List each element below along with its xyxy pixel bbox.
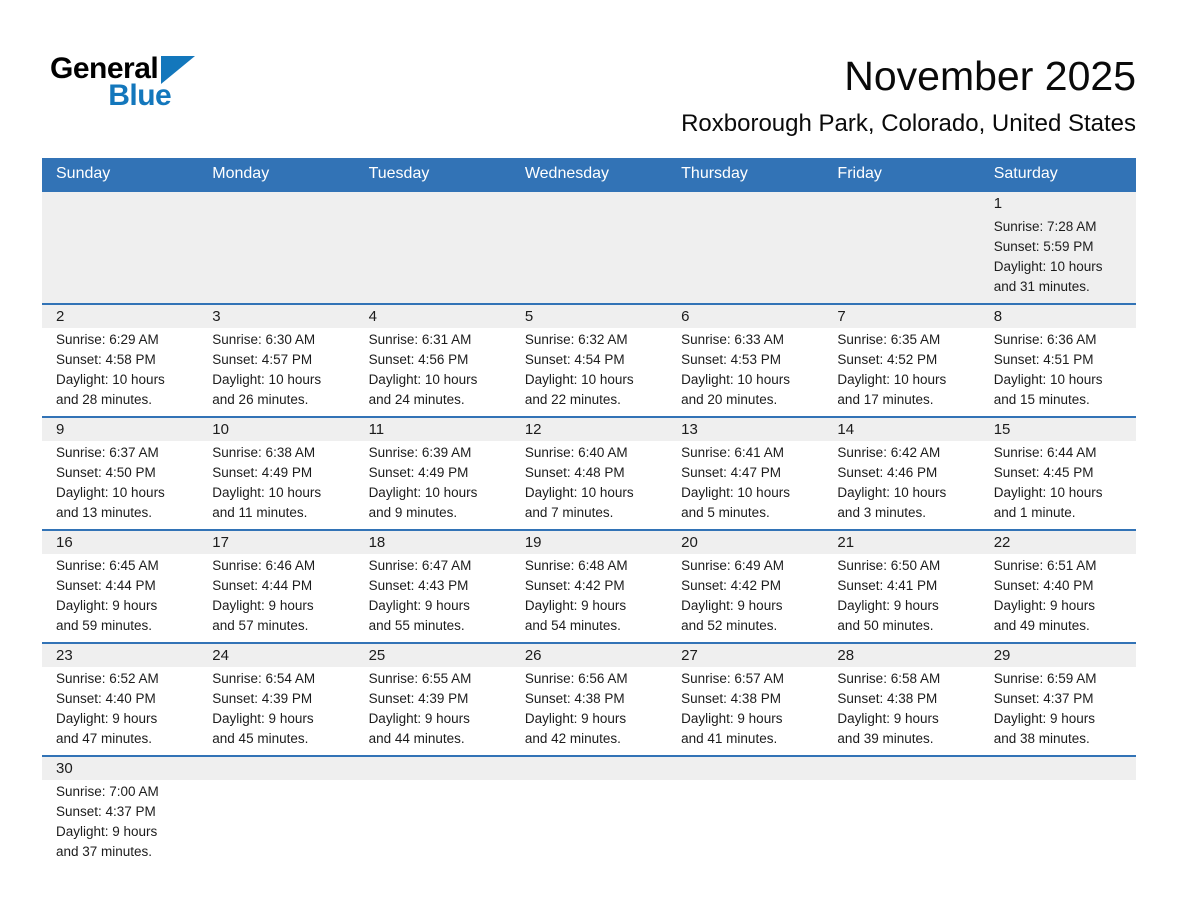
- page-header: [0, 0, 1188, 138]
- day-cell-19: [511, 531, 667, 642]
- day-number: 3: [198, 305, 354, 328]
- daylight-text-line1: Daylight: 9 hours: [993, 711, 1096, 726]
- day-details: [198, 667, 354, 755]
- day-number: 20: [667, 531, 823, 554]
- sunrise-text: Sunrise: 6:51 AM: [993, 558, 1097, 573]
- sunset-text: Sunset: 4:42 PM: [524, 578, 625, 593]
- day-number: [42, 192, 198, 215]
- day-details: [667, 667, 823, 755]
- sunset-text: Sunset: 4:42 PM: [681, 578, 781, 593]
- daylight-text-line1: Daylight: 9 hours: [524, 598, 627, 613]
- day-number: 12: [511, 418, 667, 441]
- sunset-text: Sunset: 4:46 PM: [837, 465, 938, 480]
- daylight-text-line1: Daylight: 9 hours: [368, 598, 470, 613]
- day-details: [511, 667, 667, 755]
- sunrise-text: Sunrise: 6:39 AM: [368, 445, 472, 460]
- daylight-text-line2: and 44 minutes.: [368, 731, 465, 746]
- day-number: 14: [823, 418, 979, 441]
- day-details: [355, 554, 511, 642]
- daylight-text-line1: Daylight: 9 hours: [56, 824, 158, 839]
- location-subtitle: Roxborough Park, Colorado, United States: [681, 110, 1136, 137]
- sunset-text: Sunset: 4:52 PM: [837, 352, 938, 367]
- day-cell-2: [42, 305, 198, 416]
- month-title: November 2025: [844, 53, 1136, 99]
- sunrise-text: Sunrise: 6:50 AM: [837, 558, 941, 573]
- sunrise-text: Sunrise: 6:52 AM: [56, 671, 159, 686]
- day-cell-12: [511, 418, 667, 529]
- day-details: [823, 554, 979, 642]
- day-cell-9: [42, 418, 198, 529]
- daylight-text-line2: and 22 minutes.: [524, 392, 621, 407]
- sunrise-text: Sunrise: 6:47 AM: [368, 558, 472, 573]
- week-row-1: [42, 190, 1136, 303]
- sunrise-text: Sunrise: 6:48 AM: [524, 558, 628, 573]
- day-cell-20: [667, 531, 823, 642]
- day-details: [511, 554, 667, 642]
- day-cell-15: [980, 418, 1136, 529]
- daylight-text-line1: Daylight: 10 hours: [837, 485, 947, 500]
- day-cell-13: [667, 418, 823, 529]
- day-number: [355, 757, 511, 780]
- day-details: [823, 328, 979, 416]
- day-cell-5: [511, 305, 667, 416]
- logo-text-general: General: [50, 52, 159, 85]
- day-cell-28: [823, 644, 979, 755]
- day-details: [980, 554, 1136, 642]
- day-number: 17: [198, 531, 354, 554]
- day-cell-8: [980, 305, 1136, 416]
- daylight-text-line1: Daylight: 10 hours: [56, 485, 165, 500]
- day-cell-17: [198, 531, 354, 642]
- sunrise-text: Sunrise: 6:45 AM: [56, 558, 159, 573]
- day-details: [42, 328, 198, 416]
- day-cell-7: [823, 305, 979, 416]
- day-details: [355, 328, 511, 416]
- sunset-text: Sunset: 4:49 PM: [212, 465, 313, 480]
- day-cell-27: [667, 644, 823, 755]
- day-number: [355, 192, 511, 215]
- sunrise-text: Sunrise: 6:36 AM: [993, 332, 1097, 347]
- daylight-text-line2: and 7 minutes.: [524, 505, 614, 520]
- daylight-text-line1: Daylight: 9 hours: [56, 598, 158, 613]
- day-cell-16: [42, 531, 198, 642]
- day-number: [511, 757, 667, 780]
- sunrise-text: Sunrise: 7:00 AM: [56, 784, 159, 799]
- sunrise-text: Sunrise: 6:31 AM: [368, 332, 472, 347]
- empty-day-cell: [198, 192, 354, 303]
- daylight-text-line1: Daylight: 10 hours: [993, 372, 1103, 387]
- empty-day-cell: [198, 757, 354, 868]
- day-details: [823, 441, 979, 529]
- day-number: 10: [198, 418, 354, 441]
- daylight-text-line2: and 39 minutes.: [837, 731, 934, 746]
- daylight-text-line1: Daylight: 9 hours: [993, 598, 1096, 613]
- day-details: [980, 215, 1136, 303]
- day-details: [42, 441, 198, 529]
- sunset-text: Sunset: 4:44 PM: [212, 578, 313, 593]
- daylight-text-line2: and 5 minutes.: [681, 505, 770, 520]
- sunset-text: Sunset: 4:54 PM: [524, 352, 625, 367]
- day-details: [667, 441, 823, 529]
- day-number: 5: [511, 305, 667, 328]
- daylight-text-line2: and 20 minutes.: [681, 392, 778, 407]
- day-cell-11: [355, 418, 511, 529]
- sunset-text: Sunset: 4:57 PM: [212, 352, 313, 367]
- sunset-text: Sunset: 4:45 PM: [993, 465, 1094, 480]
- day-details: [823, 667, 979, 755]
- day-cell-14: [823, 418, 979, 529]
- day-number: 21: [823, 531, 979, 554]
- sunset-text: Sunset: 4:58 PM: [56, 352, 156, 367]
- sunset-text: Sunset: 4:40 PM: [993, 578, 1094, 593]
- day-number: 4: [355, 305, 511, 328]
- day-number: 23: [42, 644, 198, 667]
- daylight-text-line2: and 3 minutes.: [837, 505, 926, 520]
- empty-day-cell: [42, 192, 198, 303]
- general-blue-logo: [50, 54, 195, 111]
- sunset-text: Sunset: 4:38 PM: [837, 691, 938, 706]
- daylight-text-line2: and 24 minutes.: [368, 392, 465, 407]
- day-cell-10: [198, 418, 354, 529]
- daylight-text-line2: and 49 minutes.: [993, 618, 1090, 633]
- day-cell-6: [667, 305, 823, 416]
- sunrise-text: Sunrise: 6:40 AM: [524, 445, 628, 460]
- sunset-text: Sunset: 4:41 PM: [837, 578, 938, 593]
- sunrise-text: Sunrise: 6:44 AM: [993, 445, 1097, 460]
- sunrise-text: Sunrise: 6:59 AM: [993, 671, 1097, 686]
- daylight-text-line1: Daylight: 9 hours: [212, 711, 314, 726]
- sunset-text: Sunset: 4:47 PM: [681, 465, 781, 480]
- day-number: [823, 192, 979, 215]
- sunset-text: Sunset: 5:59 PM: [993, 239, 1094, 254]
- daylight-text-line2: and 57 minutes.: [212, 618, 309, 633]
- empty-day-cell: [667, 192, 823, 303]
- week-row-2: [42, 303, 1136, 416]
- day-cell-23: [42, 644, 198, 755]
- daylight-text-line1: Daylight: 9 hours: [681, 711, 783, 726]
- day-details: [198, 554, 354, 642]
- day-number: 6: [667, 305, 823, 328]
- empty-day-cell: [511, 192, 667, 303]
- daylight-text-line1: Daylight: 10 hours: [56, 372, 165, 387]
- day-number: 11: [355, 418, 511, 441]
- week-row-5: [42, 642, 1136, 755]
- daylight-text-line2: and 50 minutes.: [837, 618, 934, 633]
- day-number: [667, 757, 823, 780]
- empty-day-cell: [980, 757, 1136, 868]
- day-details: [511, 441, 667, 529]
- sunset-text: Sunset: 4:43 PM: [368, 578, 469, 593]
- day-details: [355, 667, 511, 755]
- daylight-text-line2: and 45 minutes.: [212, 731, 309, 746]
- daylight-text-line1: Daylight: 10 hours: [368, 485, 478, 500]
- daylight-text-line1: Daylight: 10 hours: [524, 485, 634, 500]
- day-details: [980, 328, 1136, 416]
- sunset-text: Sunset: 4:53 PM: [681, 352, 781, 367]
- daylight-text-line1: Daylight: 9 hours: [681, 598, 783, 613]
- daylight-text-line2: and 42 minutes.: [524, 731, 621, 746]
- daylight-text-line1: Daylight: 10 hours: [993, 259, 1103, 274]
- calendar: [42, 158, 1136, 868]
- weekday-header-monday: Monday: [212, 165, 270, 182]
- day-number: 26: [511, 644, 667, 667]
- daylight-text-line1: Daylight: 9 hours: [837, 711, 939, 726]
- day-details: [355, 441, 511, 529]
- daylight-text-line2: and 59 minutes.: [56, 618, 153, 633]
- sunset-text: Sunset: 4:56 PM: [368, 352, 469, 367]
- day-number: 16: [42, 531, 198, 554]
- weekday-header-wednesday: Wednesday: [524, 165, 610, 182]
- sunset-text: Sunset: 4:39 PM: [368, 691, 469, 706]
- empty-day-cell: [823, 192, 979, 303]
- day-number: 18: [355, 531, 511, 554]
- day-number: 27: [667, 644, 823, 667]
- daylight-text-line1: Daylight: 10 hours: [212, 485, 322, 500]
- daylight-text-line2: and 37 minutes.: [56, 844, 153, 859]
- sunset-text: Sunset: 4:44 PM: [56, 578, 156, 593]
- day-details: [42, 667, 198, 755]
- day-number: 13: [667, 418, 823, 441]
- daylight-text-line1: Daylight: 9 hours: [212, 598, 314, 613]
- title-block: [681, 54, 1136, 138]
- sunset-text: Sunset: 4:37 PM: [993, 691, 1094, 706]
- sunrise-text: Sunrise: 6:38 AM: [212, 445, 316, 460]
- sunrise-text: Sunrise: 6:29 AM: [56, 332, 159, 347]
- day-number: 1: [993, 195, 1003, 212]
- empty-day-cell: [355, 192, 511, 303]
- day-details: [198, 441, 354, 529]
- daylight-text-line1: Daylight: 10 hours: [212, 372, 322, 387]
- sunrise-text: Sunrise: 6:55 AM: [368, 671, 472, 686]
- daylight-text-line2: and 54 minutes.: [524, 618, 621, 633]
- day-cell-21: [823, 531, 979, 642]
- daylight-text-line2: and 9 minutes.: [368, 505, 458, 520]
- sunrise-text: Sunrise: 6:42 AM: [837, 445, 941, 460]
- sunrise-text: Sunrise: 6:46 AM: [212, 558, 316, 573]
- day-cell-30: [42, 757, 198, 868]
- sunset-text: Sunset: 4:51 PM: [993, 352, 1094, 367]
- day-cell-4: [355, 305, 511, 416]
- day-number: 7: [823, 305, 979, 328]
- day-number: [823, 757, 979, 780]
- day-number: 22: [980, 531, 1136, 554]
- sunset-text: Sunset: 4:48 PM: [524, 465, 625, 480]
- sunset-text: Sunset: 4:37 PM: [56, 804, 156, 819]
- sunset-text: Sunset: 4:50 PM: [56, 465, 156, 480]
- sunrise-text: Sunrise: 7:28 AM: [993, 219, 1097, 234]
- sunrise-text: Sunrise: 6:37 AM: [56, 445, 159, 460]
- sunset-text: Sunset: 4:38 PM: [524, 691, 625, 706]
- sunrise-text: Sunrise: 6:35 AM: [837, 332, 941, 347]
- empty-day-cell: [823, 757, 979, 868]
- daylight-text-line1: Daylight: 10 hours: [368, 372, 478, 387]
- weekday-header-tuesday: Tuesday: [368, 165, 430, 182]
- daylight-text-line2: and 17 minutes.: [837, 392, 934, 407]
- day-details: [511, 328, 667, 416]
- sunrise-text: Sunrise: 6:33 AM: [681, 332, 784, 347]
- week-row-3: [42, 416, 1136, 529]
- empty-day-cell: [511, 757, 667, 868]
- daylight-text-line2: and 26 minutes.: [212, 392, 309, 407]
- daylight-text-line2: and 1 minute.: [993, 505, 1076, 520]
- calendar-weeks: [42, 190, 1136, 868]
- daylight-text-line1: Daylight: 10 hours: [993, 485, 1103, 500]
- day-number: 15: [980, 418, 1136, 441]
- day-number: 24: [198, 644, 354, 667]
- day-details: [980, 667, 1136, 755]
- daylight-text-line2: and 55 minutes.: [368, 618, 465, 633]
- day-number: [980, 757, 1136, 780]
- sunrise-text: Sunrise: 6:30 AM: [212, 332, 316, 347]
- daylight-text-line2: and 13 minutes.: [56, 505, 153, 520]
- day-details: [667, 554, 823, 642]
- day-cell-1: [980, 192, 1136, 303]
- sunrise-text: Sunrise: 6:49 AM: [681, 558, 784, 573]
- day-number: 30: [42, 757, 198, 780]
- sunrise-text: Sunrise: 6:32 AM: [524, 332, 628, 347]
- day-number: [198, 192, 354, 215]
- day-details: [42, 554, 198, 642]
- day-number: [667, 192, 823, 215]
- day-number: [511, 192, 667, 215]
- daylight-text-line2: and 47 minutes.: [56, 731, 153, 746]
- day-details: [667, 328, 823, 416]
- day-number: 25: [355, 644, 511, 667]
- daylight-text-line1: Daylight: 9 hours: [524, 711, 627, 726]
- sunrise-text: Sunrise: 6:58 AM: [837, 671, 941, 686]
- day-cell-22: [980, 531, 1136, 642]
- day-number: [198, 757, 354, 780]
- day-details: [980, 441, 1136, 529]
- week-row-4: [42, 529, 1136, 642]
- daylight-text-line2: and 38 minutes.: [993, 731, 1090, 746]
- weekday-header-thursday: Thursday: [681, 165, 748, 182]
- day-cell-29: [980, 644, 1136, 755]
- sunrise-text: Sunrise: 6:57 AM: [681, 671, 784, 686]
- week-row-6: [42, 755, 1136, 868]
- logo-text-blue: Blue: [108, 79, 172, 112]
- daylight-text-line2: and 28 minutes.: [56, 392, 153, 407]
- daylight-text-line1: Daylight: 9 hours: [56, 711, 158, 726]
- sunrise-text: Sunrise: 6:56 AM: [524, 671, 628, 686]
- weekday-header-row: [42, 158, 1136, 190]
- daylight-text-line2: and 52 minutes.: [681, 618, 778, 633]
- weekday-header-friday: Friday: [837, 165, 882, 182]
- day-details: [42, 780, 198, 868]
- daylight-text-line2: and 11 minutes.: [212, 505, 308, 520]
- sunrise-text: Sunrise: 6:54 AM: [212, 671, 316, 686]
- day-number: 8: [980, 305, 1136, 328]
- daylight-text-line1: Daylight: 10 hours: [837, 372, 947, 387]
- daylight-text-line1: Daylight: 9 hours: [368, 711, 470, 726]
- sunset-text: Sunset: 4:40 PM: [56, 691, 156, 706]
- empty-day-cell: [355, 757, 511, 868]
- day-number: 2: [42, 305, 198, 328]
- daylight-text-line1: Daylight: 10 hours: [681, 485, 790, 500]
- daylight-text-line1: Daylight: 9 hours: [837, 598, 939, 613]
- weekday-header-sunday: Sunday: [56, 165, 111, 182]
- daylight-text-line1: Daylight: 10 hours: [524, 372, 634, 387]
- sunset-text: Sunset: 4:39 PM: [212, 691, 313, 706]
- day-cell-24: [198, 644, 354, 755]
- day-cell-25: [355, 644, 511, 755]
- day-number: 29: [980, 644, 1136, 667]
- weekday-header-saturday: Saturday: [993, 165, 1058, 182]
- day-details: [198, 328, 354, 416]
- day-number: 28: [823, 644, 979, 667]
- day-number: 9: [42, 418, 198, 441]
- sunrise-text: Sunrise: 6:41 AM: [681, 445, 784, 460]
- sunset-text: Sunset: 4:38 PM: [681, 691, 781, 706]
- day-cell-18: [355, 531, 511, 642]
- day-cell-26: [511, 644, 667, 755]
- day-cell-3: [198, 305, 354, 416]
- daylight-text-line2: and 15 minutes.: [993, 392, 1090, 407]
- daylight-text-line2: and 31 minutes.: [993, 279, 1090, 294]
- empty-day-cell: [667, 757, 823, 868]
- daylight-text-line2: and 41 minutes.: [681, 731, 778, 746]
- daylight-text-line1: Daylight: 10 hours: [681, 372, 790, 387]
- sunset-text: Sunset: 4:49 PM: [368, 465, 469, 480]
- day-number: 19: [511, 531, 667, 554]
